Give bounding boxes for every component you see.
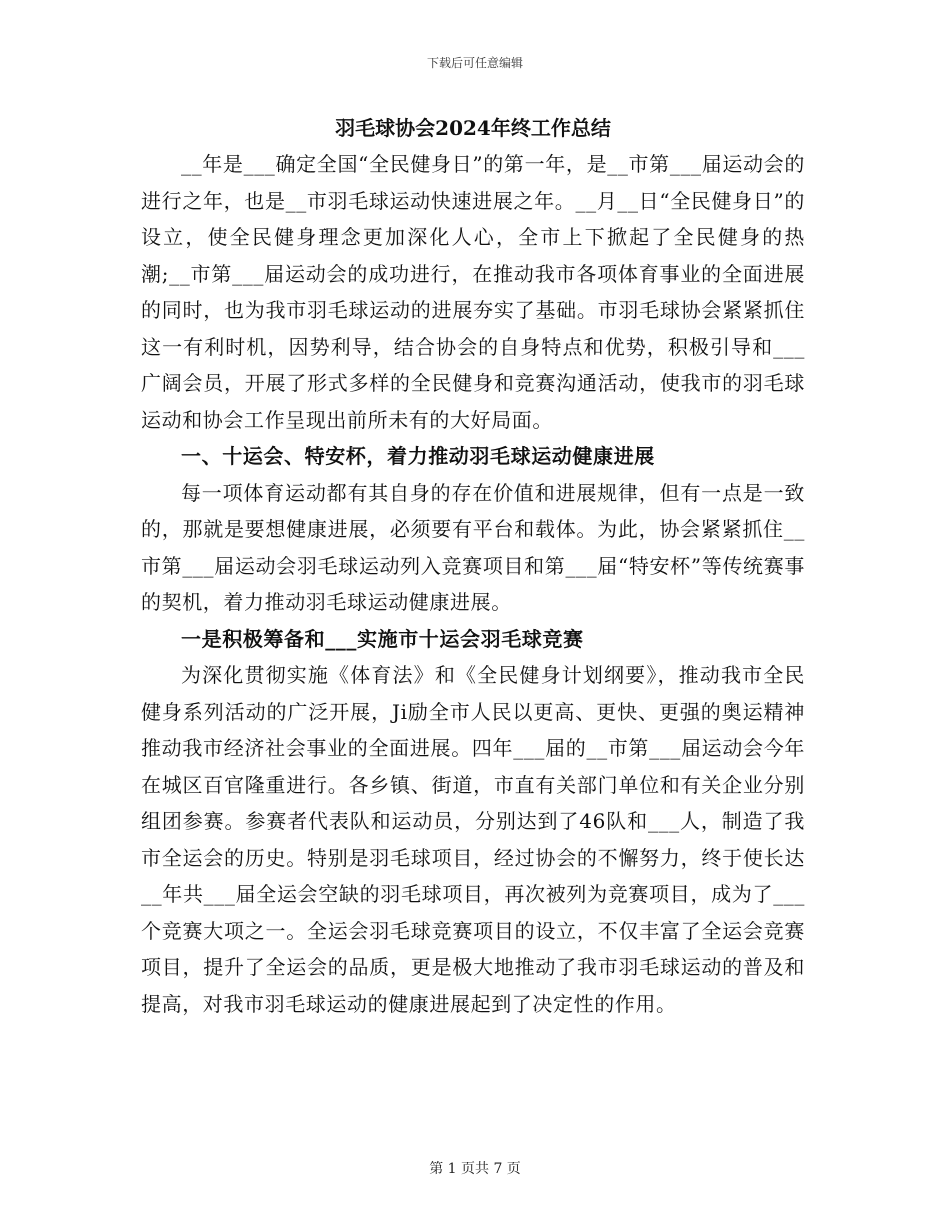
section-1-paragraph: 每一项体育运动都有其自身的存在价值和进展规律，但有一点是一致的，那就是要想健康进展，必须要有平台和载体。为此，协会紧紧抓住__市第___届运动会羽毛球运动列入竞赛项目和第___届“特安杯”等传统赛事的契机，着力推动羽毛球运动健康进展。 bbox=[141, 480, 805, 614]
document-body bbox=[141, 110, 805, 1022]
subsection-1-paragraph: 为深化贯彻实施《体育法》和《全民健身计划纲要》，推动我市全民健身系列活动的广泛开展，Ji励全市人民以更高、更快、更强的奥运精神推动我市经济社会事业的全面进展。四年___届的__市第___届运动会今年在城区百官隆重进行。各乡镇、街道，市直有关部门单位和有关企业分别组团参赛。参赛者代表队和运动员，分别达到了46队和___人，制造了我市全运会的历史。特别是羽毛球项目，经过协会的不懈努力，终于使长达__年共___届全运会空缺的羽毛球项目，再次被列为竞赛项目，成为了___个竞赛大项之一。全运会羽毛球竞赛项目的设立，不仅丰富了全运会竞赛项目，提升了全运会的品质，更是极大地推动了我市羽毛球运动的普及和提高，对我市羽毛球运动的健康进展起到了决定性的作用。 bbox=[141, 663, 805, 1016]
document-title: 羽毛球协会2024年终工作总结 bbox=[335, 116, 611, 140]
intro-paragraph: __年是___确定全国“全民健身日”的第一年，是__市第___届运动会的进行之年，也是__市羽毛球运动快速进展之年。__月__日“全民健身日”的设立，使全民健身理念更加深化人心，全市上下掀起了全民健身的热潮;__市第___届运动会的成功进行，在推动我市各项体育事业的全面进展的同时，也为我市羽毛球运动的进展夯实了基础。市羽毛球协会紧紧抓住这一有利时机，因势利导，结合协会的自身特点和优势，积极引导和___广阔会员，开展了形式多样的全民健身和竞赛沟通活动，使我市的羽毛球运动和协会工作呈现出前所未有的大好局面。 bbox=[141, 152, 805, 432]
page-footer: 第 1 页共 7 页 bbox=[429, 1161, 521, 1177]
page-header: 下载后可任意编辑 bbox=[426, 56, 523, 70]
section-heading-1: 一、十运会、特安杯，着力推动羽毛球运动健康进展 bbox=[181, 444, 655, 468]
subsection-heading-1: 一是积极筹备和___实施市十运会羽毛球竞赛 bbox=[181, 626, 584, 651]
